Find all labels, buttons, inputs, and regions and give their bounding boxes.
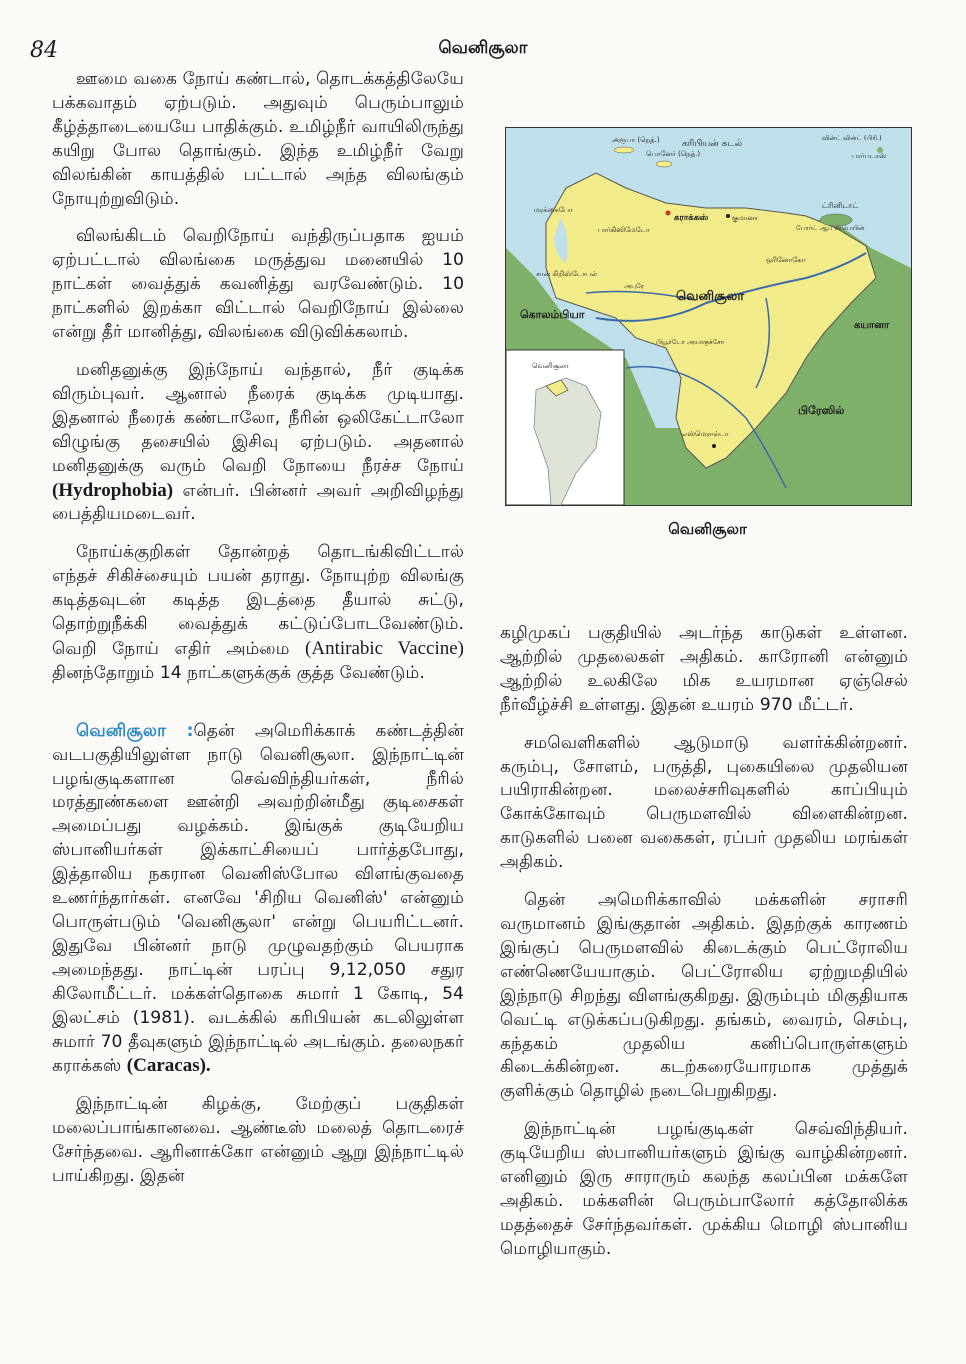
page-header [0, 36, 966, 66]
cumana-label: குமானா [732, 214, 758, 222]
paragraph-text: மனிதனுக்கு இந்நோய் வந்தால், நீர் குடிக்க விரும்புவர். ஆனால் நீரைக் குடிக்க முடியாது. இதனால் நீரைக் கண்டாலோ, நீரின் ஒலிகேட்டாலோ விழுங்கு தசையில் இசிவு ஏற்படும். அதனால் மனிதனுக்கு வரும் வெறி நோயை நீரச்ச நோய் [52, 359, 464, 476]
venezuela-map [505, 127, 912, 506]
country-label: வெனிசூலா [676, 289, 745, 304]
paragraph: கழிமுகப் பகுதியில் அடர்ந்த காடுகள் உள்ளன. ஆற்றில் முதலைகள் அதிகம். காரோனி என்னும் ஆற்றில் உலகிலே மிக உயரமான ஏஞ்செல் நீர்வீழ்ச்சி உள்ளது. இதன் உயரம் 970 மீட்டர். [500, 623, 908, 715]
caribbean-label: கரிபியன் கடல் [682, 139, 743, 149]
bonaire-island [656, 161, 672, 167]
map-caption: வெனிசூலா [668, 520, 747, 538]
english-term: (Antirabic Vaccine) [305, 637, 464, 659]
portofspain-label: போர்ட் ஆப் ஸ்பெயின் [796, 224, 865, 232]
paragraph: தென் அமெரிக்காவில் மக்களின் சராசரி வருமானம் இங்குதான் அதிகம். இதற்குக் காரணம் இங்குப் பெருமளவில் கிடைக்கும் பெட்ரோலிய எண்ணெயேயாகும். பெட்ரோலிய ஏற்றுமதியில் இந்நாடு சிறந்து விளங்குகிறது. இரும்பும் மிகுதியாக வெட்டி எடுக்கப்படுகிறது. தங்கம், வைரம், செம்பு, கந்தகம் முதலிய கனிப்பொருள்களும் கிடைக்கின்றன. கடற்கரையோரமாக முத்துக் குளிக்கும் தொழில் நடைபெறுகிறது. [500, 890, 908, 1102]
running-head: வெனிசூலா [438, 38, 528, 58]
paragraph: இந்நாட்டின் பழங்குடிகள் செவ்விந்தியர். குடியேறிய ஸ்பானியர்களும் இங்கு வாழ்கின்றனர். எனினும் இரு சாராரும் கலந்த கலப்பின மக்களே அதிகம். மக்களின் பெரும்பாலோர் கத்தோலிக்க மதத்தைச் சேர்ந்தவர்கள். முக்கிய மொழி ஸ்பானிய மொழியாகும். [500, 1119, 908, 1259]
esmeralda-marker [712, 444, 716, 448]
page-number: 84 [30, 38, 58, 63]
bonaire-label: பொனேர் (நெத்.) [646, 150, 701, 158]
english-term: (Caracas). [126, 1055, 211, 1077]
caracas-label: கராக்கஸ் [674, 213, 709, 223]
colombia-label: கொலம்பியா [520, 308, 585, 321]
map-graphic [506, 128, 911, 505]
caracas-marker [666, 211, 671, 216]
guyana-label: கயானா [854, 320, 890, 331]
paragraph-text: தினந்தோறும் 14 நாட்களுக்குக் குத்த வேண்டும். [52, 662, 425, 683]
barquisimeto-label: பார்கிஸிமேடோ [598, 226, 650, 234]
cumana-marker [726, 214, 730, 218]
paragraph: இந்நாட்டின் கிழக்கு, மேற்குப் பகுதிகள் மலைப்பாங்கானவை. ஆண்டீஸ் மலைத் தொடரைச் சேர்ந்தவை. ஆரினாக்கோ என்னும் ஆறு இந்நாட்டில் பாய்கிறது. இதன் [52, 1094, 464, 1187]
orinoco-label: ஒரினோகோ [766, 256, 806, 264]
right-column [500, 622, 908, 1276]
sancristobal-label: சான் கிறிஸ்டோபல் [536, 270, 598, 278]
esmeralda-label: எஸ்மெரால்டா [682, 430, 729, 438]
paragraph-text: என்பர். பின்னர் அவர் அறிவிழந்து பைத்தியமடைவர். [52, 480, 464, 525]
brazil-label: பிரேஸில் [798, 404, 845, 417]
maracaibo-label: மரக்கைபோ [534, 206, 573, 214]
english-term: (Hydrophobia) [52, 479, 174, 501]
apure-label: அபுரே [624, 282, 645, 290]
aruba-label: அரூபா (நெத்.) [612, 136, 660, 144]
windward-label: வின்ட் வின்ட் (பிரி.) [822, 134, 882, 142]
paragraph [52, 541, 464, 685]
aruba-island [614, 147, 634, 153]
entry-paragraph [52, 720, 464, 1080]
paragraph: விலங்கிடம் வெறிநோய் வந்திருப்பதாக ஐயம் ஏற்பட்டால் விலங்கை மருத்துவ மனையில் 10 நாட்கள் வைத்துக் கவனித்து வரவேண்டும். 10 நாட்களில் இறக்கா விட்டால் வெறிநோய் இல்லை என்று தீர் மானித்து, விலங்கை விடுவிக்கலாம். [52, 226, 464, 343]
barbados-label: பார்படாஸ் [852, 152, 887, 160]
paragraph [52, 359, 464, 527]
paragraph: ஊமை வகை நோய் கண்டால், தொடக்கத்திலேயே பக்கவாதம் ஏற்படும். அதுவும் பெரும்பாலும் கீழ்த்தாடையையே பாதிக்கும். உமிழ்நீர் வாயிலிருந்து கயிறு போல தொங்கும். இந்த உமிழ்நீர் வேறு விலங்கின் காயத்தில் பட்டால் அந்த விலங்கும் நோயுற்றுவிடும். [52, 69, 464, 209]
paragraph: சமவெளிகளில் ஆடுமாடு வளர்க்கின்றனர். கரும்பு, சோளம், பருத்தி, புகையிலை முதலியன பயிராகின்றன. மலைச்சரிவுகளில் காப்பியும் கோக்கோவும் பெருமளவில் விளைகின்றன. காடுகளில் பனை வகைகள், ரப்பர் முதலிய மரங்கள் அதிகம். [500, 732, 908, 873]
trinidad-label: ட்ரினிடாட் [822, 201, 859, 210]
entry-heading: வெனிசூலா : [76, 720, 194, 741]
paragraph-text: நோய்க்குறிகள் தோன்றத் தொடங்கிவிட்டால் எந்தச் சிகிச்சையும் பயன் தராது. நோயுற்ற விலங்கு கடித்தவுடன் கடித்த இடத்தை தீயால் சுட்டு, தொற்றுநீக்கி வைத்துக் கட்டுப்போடவேண்டும். வெறி நோய் எதிர் அம்மை [52, 542, 464, 659]
puerto-ayacucho-label: பியூர்டோ அயாகுச்சோ [656, 338, 725, 346]
left-column [52, 68, 464, 1203]
paragraph-text: தென் அமெரிக்காக் கண்டத்தின் வடபகுதியிலுள்ள நாடு வெனிசூலா. இந்நாட்டின் பழங்குடிகளான செவ்விந்தியர்கள், நீரில் மரத்தூண்களை ஊன்றி அவற்றின்மீது குடிசைகள் அமைப்பது வழக்கம். இங்குக் குடியேறிய ஸ்பானியர்கள் இக்காட்சியைப் பார்த்தபோது, இத்தாலிய நகரான வெனிஸ்போல விளங்குவதை உணர்ந்தார்கள். எனவே 'சிறிய வெனிஸ்' என்னும் பொருள்படும் 'வெனிசூலா' என்று பெயரிட்டனர். இதுவே பின்னர் நாடு முழுவதற்கும் பெயராக அமைந்தது. நாட்டின் பரப்பு 9,12,050 சதுர கிலோமீட்டர். மக்கள்தொகை சுமார் 1 கோடி, 54 இலட்சம் (1981). வடக்கில் கரிபியன் கடலிலுள்ள சுமார் 70 தீவுகளும் இந்நாட்டில் அடங்கும். தலைநகர் கராக்கஸ் [52, 720, 464, 1077]
inset-label: வெனிசூலா [532, 362, 569, 370]
